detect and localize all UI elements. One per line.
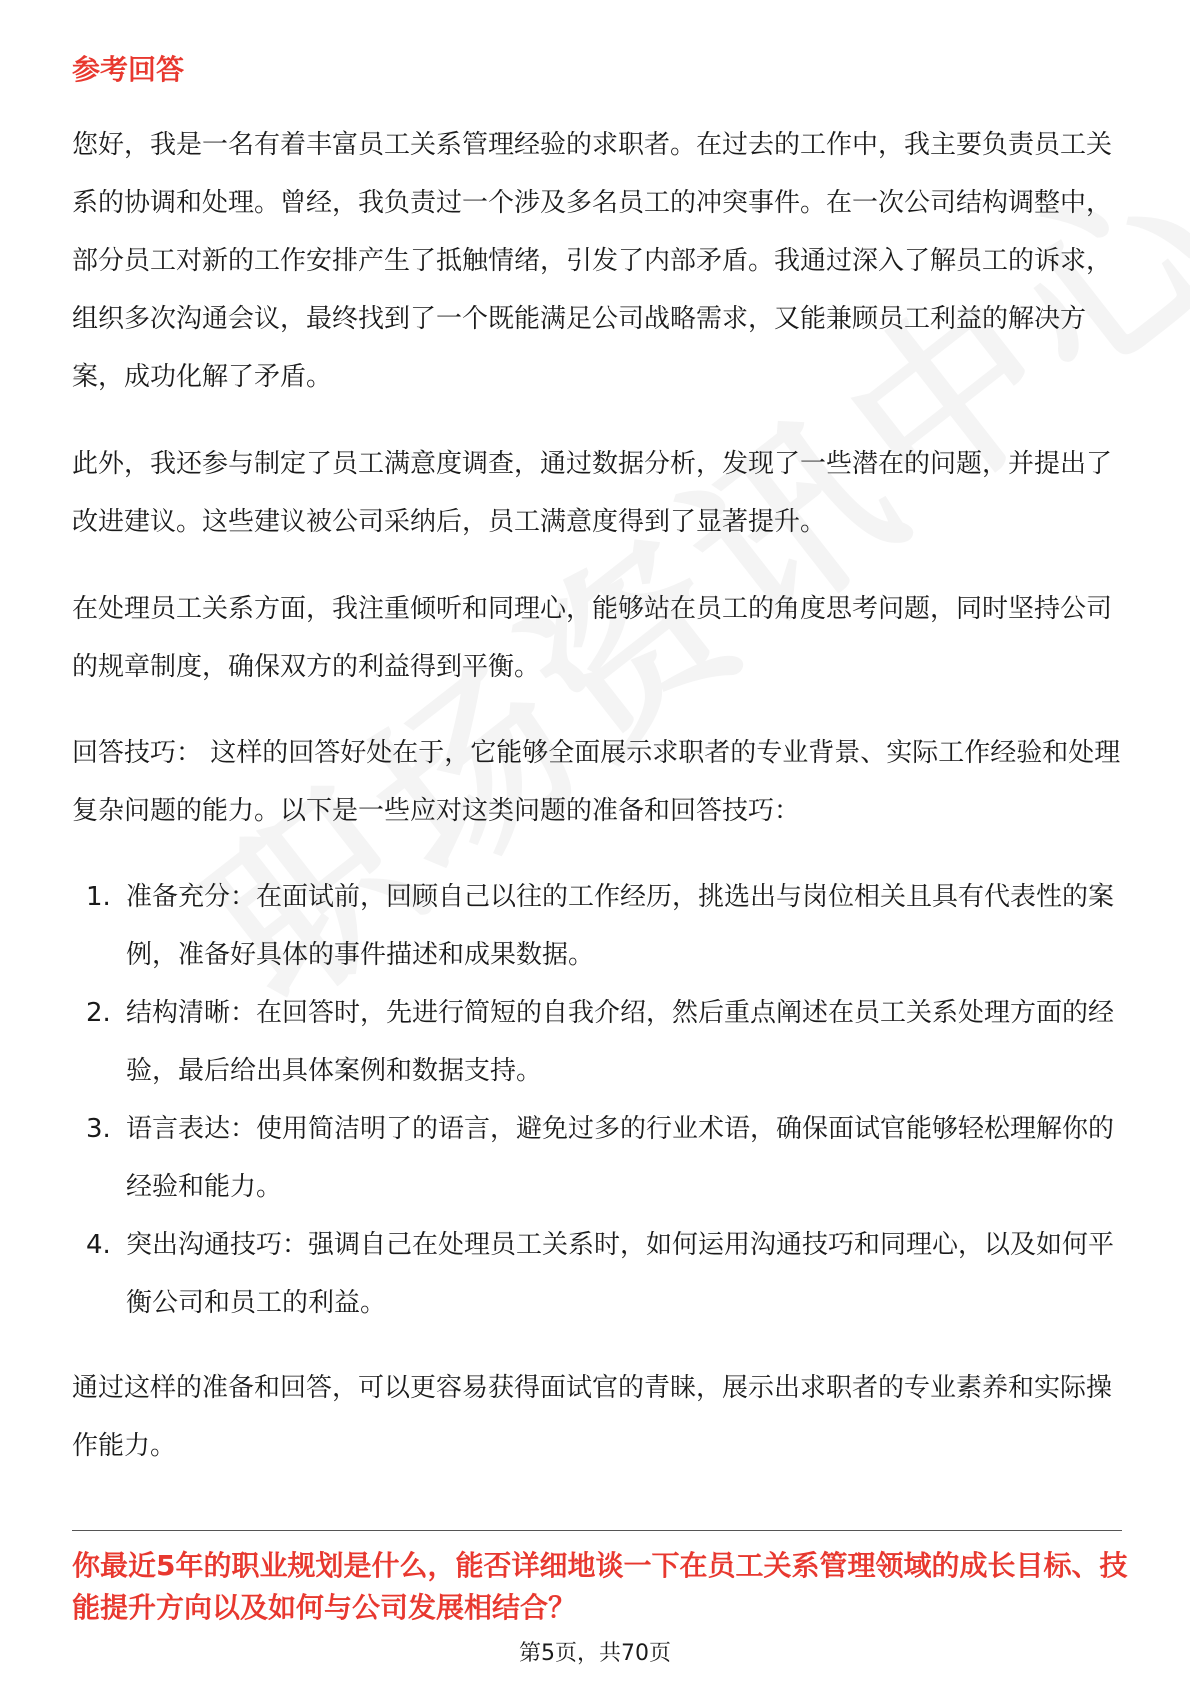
list-item — [72, 868, 1122, 984]
section-heading: 参考回答 — [72, 53, 185, 86]
list-item-text: 语言表达：使用简洁明了的语言，避免过多的行业术语，确保面试官能够轻松理解你的经验和能力。 — [126, 1114, 1115, 1202]
page-number-footer: 第5页，共70页 — [519, 1641, 671, 1666]
next-question-heading: 你最近5年的职业规划是什么，能否详细地谈一下在员工关系管理领域的成长目标、技能提升方向以及如何与公司发展相结合？ — [72, 1549, 1128, 1624]
list-item — [72, 1100, 1122, 1216]
tips-list — [72, 868, 1122, 1332]
list-item — [72, 1216, 1122, 1332]
conclusion-paragraph: 通过这样的准备和回答，可以更容易获得面试官的青睐，展示出求职者的专业素养和实际操作能力。 — [72, 1373, 1113, 1461]
list-item — [72, 984, 1122, 1100]
list-item-text: 结构清晰：在回答时，先进行简短的自我介绍，然后重点阐述在员工关系处理方面的经验，最后给出具体案例和数据支持。 — [126, 998, 1115, 1086]
section-divider — [72, 1530, 1122, 1531]
list-item-number: 4. — [86, 1230, 111, 1260]
tips-intro-paragraph: 回答技巧： 这样的回答好处在于，它能够全面展示求职者的专业背景、实际工作经验和处理复杂问题的能力。以下是一些应对这类问题的准备和回答技巧： — [72, 738, 1121, 826]
answer-paragraph-survey: 此外，我还参与制定了员工满意度调查，通过数据分析，发现了一些潜在的问题，并提出了改进建议。这些建议被公司采纳后，员工满意度得到了显著提升。 — [72, 449, 1113, 537]
answer-paragraph-intro: 您好，我是一名有着丰富员工关系管理经验的求职者。在过去的工作中，我主要负责员工关系的协调和处理。曾经，我负责过一个涉及多名员工的冲突事件。在一次公司结构调整中，部分员工对新的工作安排产生了抵触情绪，引发了内部矛盾。我通过深入了解员工的诉求，组织多次沟通会议，最终找到了一个既能满足公司战略需求，又能兼顾员工利益的解决方案，成功化解了矛盾。 — [72, 130, 1113, 392]
list-item-number: 1. — [86, 882, 111, 912]
list-item-text: 准备充分：在面试前，回顾自己以往的工作经历，挑选出与岗位相关且具有代表性的案例，准备好具体的事件描述和成果数据。 — [126, 882, 1115, 970]
list-item-number: 3. — [86, 1114, 111, 1144]
list-item-number: 2. — [86, 998, 111, 1028]
list-item-text: 突出沟通技巧：强调自己在处理员工关系时，如何运用沟通技巧和同理心，以及如何平衡公司和员工的利益。 — [126, 1230, 1115, 1318]
answer-paragraph-approach: 在处理员工关系方面，我注重倾听和同理心，能够站在员工的角度思考问题，同时坚持公司的规章制度，确保双方的利益得到平衡。 — [72, 594, 1113, 682]
